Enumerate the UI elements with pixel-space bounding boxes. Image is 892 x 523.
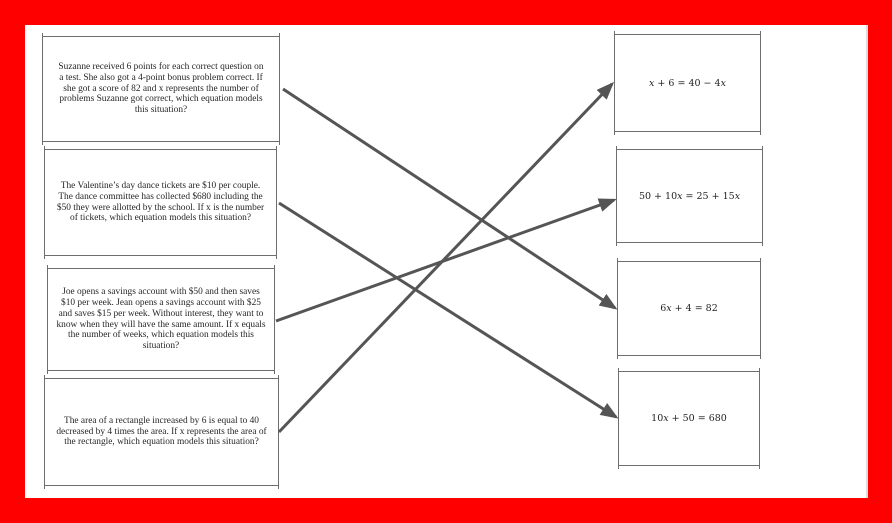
equation-text-4: 10x + 50 = 680 (651, 413, 727, 424)
arrow-problem-4-to-equation-1 (279, 84, 612, 432)
match-arrows (25, 25, 868, 498)
equation-text-2: 50 + 10x = 25 + 15x (638, 190, 741, 202)
matching-worksheet (25, 25, 868, 498)
equation-text-1: x + 6 = 40 − 4x (649, 77, 726, 89)
problem-text-4: The area of a rectangle increased by 6 is equal to 40 decreased by 4 times the area. If x represents the area of the rectangle, which equation models this situation? (56, 415, 267, 448)
arrow-problem-1-to-equation-3 (283, 89, 615, 308)
problem-text-3: Joe opens a savings account with $50 and then saves $10 per week. Jean opens a savings account with $25 and saves $15 per week. Without interest, they want to know when they will have the same amount. If x equals the number of weeks, which equation models this situation? (56, 287, 266, 352)
equation-text-3: 6x + 4 = 82 (660, 303, 718, 314)
problem-text-2: The Valentine’s day dance tickets are $10 per couple. The dance committee has collected $680 including the $50 they were allotted by the school. If x is the number of tickets, which equation models this situation? (56, 180, 265, 224)
arrow-problem-2-to-equation-4 (279, 203, 616, 417)
problem-text-1: Suzanne received 6 points for each correct question on a test. She also got a 4-point bonus problem correct. If she got a score of 82 and x represents the number of problems Suzanne got correct, which equation models this situation? (58, 62, 264, 116)
